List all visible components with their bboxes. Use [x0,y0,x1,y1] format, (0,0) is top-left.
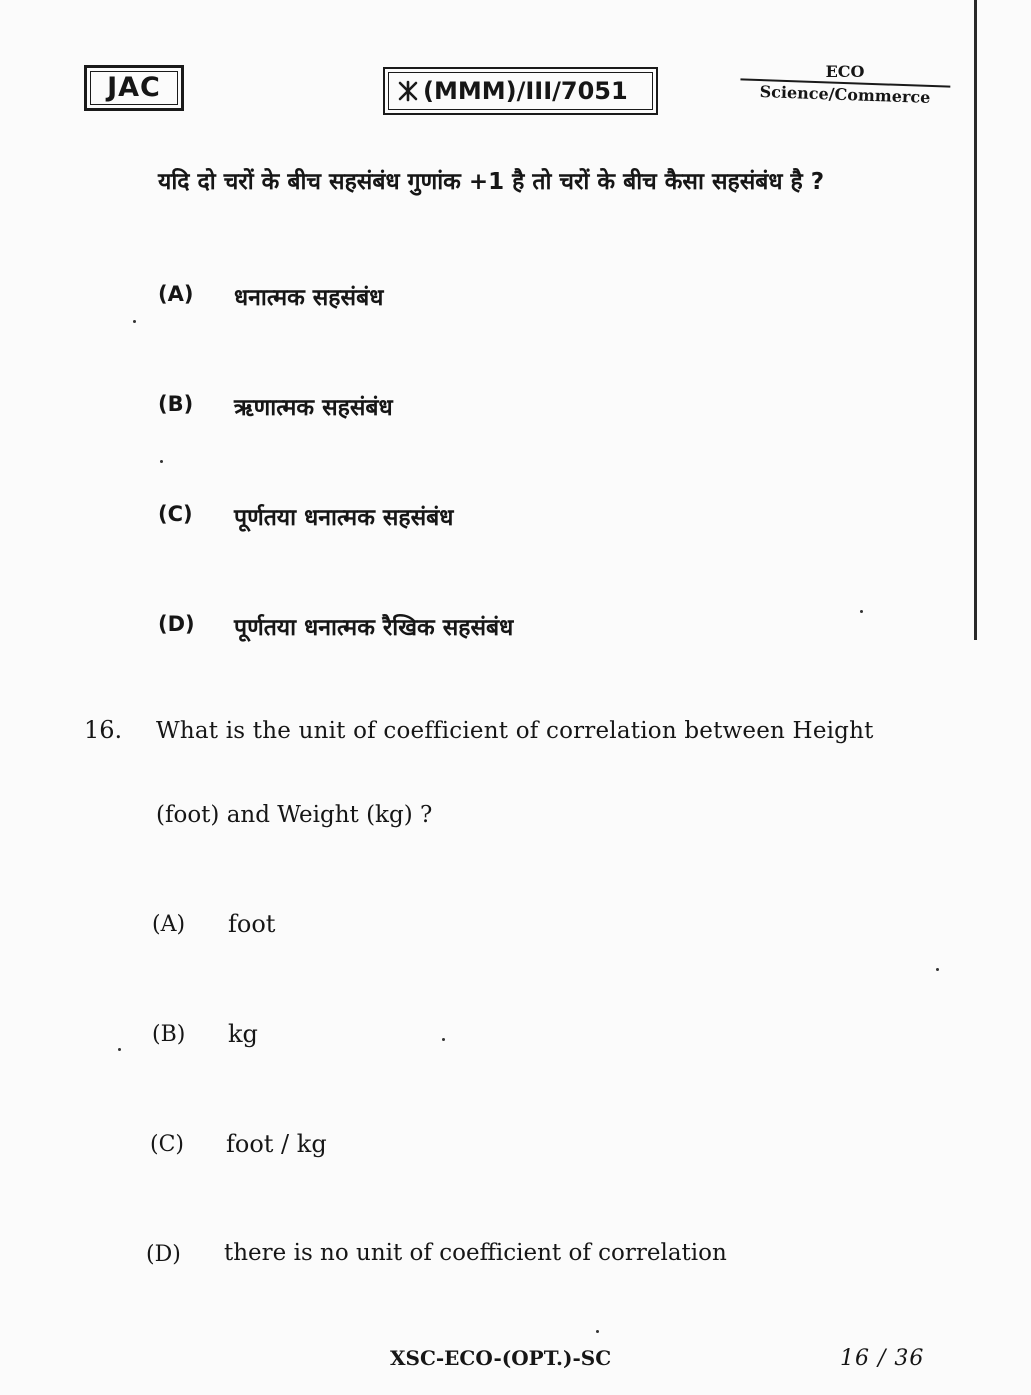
asterisk-icon [397,69,419,113]
q15-option-c-letter: (C) [158,502,193,526]
stream-label: Science/Commerce [740,78,951,109]
q15-option-b-text: ऋणात्मक सहसंबंध [234,395,393,421]
q16-option-a-letter: (A) [152,912,186,937]
scan-speck [160,460,163,463]
scan-speck [133,320,136,323]
paper-code-box [383,67,658,115]
scan-speck [442,1038,445,1041]
question-16-line-1: What is the unit of coefficient of correlation between Height [156,718,874,744]
q16-option-c-letter: (C) [150,1132,184,1157]
q16-option-c-text: foot / kg [226,1130,327,1158]
question-16-line-2: (foot) and Weight (kg) ? [156,802,433,828]
q15-option-c-text: पूर्णतया धनात्मक सहसंबंध [234,505,454,531]
scan-speck [596,1330,599,1333]
scan-speck [118,1048,121,1051]
binding-line [974,0,977,640]
footer-paper-code: XSC-ECO-(OPT.)-SC [390,1346,612,1370]
q16-option-d-text: there is no unit of coefficient of correlation [224,1240,727,1266]
question-15-text: यदि दो चरों के बीच सहसंबंध गुणांक +1 है तो चरों के बीच कैसा सहसंबंध है ? [158,169,825,195]
q15-option-d-text: पूर्णतया धनात्मक रैखिक सहसंबंध [234,615,514,641]
page-number: 16 / 36 [840,1346,925,1371]
q15-option-a-letter: (A) [158,282,194,306]
q16-option-b-letter: (B) [152,1022,186,1047]
q16-option-b-text: kg [228,1020,258,1048]
q15-option-a-text: धनात्मक सहसंबंध [234,285,384,311]
question-16-number: 16. [84,716,123,744]
q15-option-b-letter: (B) [158,392,194,416]
q16-option-a-text: foot [228,910,276,938]
q16-option-d-letter: (D) [146,1242,181,1267]
board-label: JAC [84,65,184,111]
q15-option-d-letter: (D) [158,612,195,636]
subject-block [740,62,950,106]
scan-speck [860,610,863,613]
subject-label: ECO [825,62,865,81]
scan-speck [936,968,939,971]
paper-code: (MMM)/III/7051 [423,77,628,105]
